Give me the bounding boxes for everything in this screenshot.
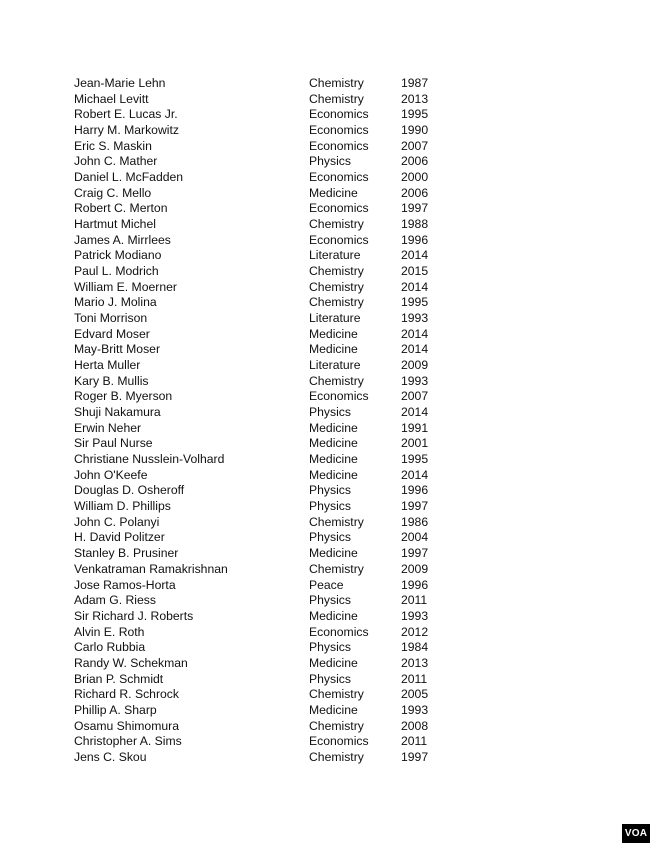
laureate-field: Medicine (309, 655, 358, 670)
laureate-name: Venkatraman Ramakrishnan (74, 561, 228, 576)
laureate-field: Economics (309, 232, 369, 247)
laureate-year: 1995 (401, 452, 429, 467)
laureate-field: Physics (309, 530, 351, 545)
laureate-row (0, 530, 650, 546)
laureate-name: Paul L. Modrich (74, 264, 159, 279)
laureate-name: Sir Paul Nurse (74, 436, 153, 451)
laureate-row (0, 170, 650, 186)
laureate-name: Jose Ramos-Horta (74, 577, 176, 592)
laureate-year: 2014 (401, 342, 429, 357)
laureate-year: 2009 (401, 358, 429, 373)
laureate-year: 2015 (401, 264, 429, 279)
laureate-year: 2000 (401, 170, 429, 185)
laureate-year: 1993 (401, 311, 429, 326)
laureate-field: Medicine (309, 436, 358, 451)
laureate-name: Edvard Moser (74, 326, 150, 341)
laureate-year: 1986 (401, 514, 429, 529)
laureate-row (0, 327, 650, 343)
laureate-year: 1993 (401, 373, 429, 388)
laureate-field: Chemistry (309, 76, 364, 90)
laureate-year: 1996 (401, 483, 429, 498)
laureate-row (0, 640, 650, 656)
laureate-year: 1997 (401, 546, 429, 561)
laureate-row (0, 593, 650, 609)
laureate-name: Hartmut Michel (74, 217, 156, 232)
laureate-row (0, 656, 650, 672)
laureate-year: 2005 (401, 687, 429, 702)
laureate-name: Alvin E. Roth (74, 624, 145, 639)
laureate-field: Chemistry (309, 91, 364, 106)
laureate-field: Chemistry (309, 373, 364, 388)
laureate-field: Literature (309, 248, 361, 263)
laureate-field: Medicine (309, 326, 358, 341)
laureate-year: 2011 (401, 671, 428, 686)
laureate-field: Chemistry (309, 295, 364, 310)
laureate-name: Phillip A. Sharp (74, 702, 157, 717)
laureate-row (0, 499, 650, 515)
laureate-name: Roger B. Myerson (74, 389, 173, 404)
laureate-field: Chemistry (309, 514, 364, 529)
laureate-row (0, 625, 650, 641)
laureate-year: 1993 (401, 608, 429, 623)
laureate-row (0, 734, 650, 750)
laureate-field: Chemistry (309, 749, 364, 764)
laureate-year: 1995 (401, 295, 429, 310)
laureate-name: Patrick Modiano (74, 248, 162, 263)
laureate-field: Physics (309, 499, 351, 514)
laureate-year: 2011 (401, 593, 428, 608)
laureate-name: Christopher A. Sims (74, 734, 182, 749)
laureate-name: Erwin Neher (74, 420, 142, 435)
laureate-name: Robert C. Merton (74, 201, 168, 216)
laureate-field: Physics (309, 593, 351, 608)
laureate-row (0, 280, 650, 296)
laureate-field: Chemistry (309, 264, 364, 279)
laureate-row (0, 248, 650, 264)
laureate-list (0, 76, 650, 766)
laureate-name: Stanley B. Prusiner (74, 546, 179, 561)
laureate-row (0, 609, 650, 625)
laureate-field: Medicine (309, 467, 358, 482)
laureate-year: 2011 (401, 734, 428, 749)
laureate-field: Economics (309, 123, 369, 138)
laureate-row (0, 672, 650, 688)
laureate-row (0, 436, 650, 452)
laureate-row (0, 750, 650, 766)
laureate-name: H. David Politzer (74, 530, 165, 545)
laureate-row (0, 107, 650, 123)
laureate-name: Harry M. Markowitz (74, 123, 179, 138)
laureate-year: 1997 (401, 749, 429, 764)
laureate-year: 2012 (401, 624, 429, 639)
laureate-name: Carlo Rubbia (74, 640, 146, 655)
laureate-year: 2006 (401, 185, 429, 200)
laureate-row (0, 374, 650, 390)
laureate-row (0, 92, 650, 108)
laureate-field: Medicine (309, 185, 358, 200)
laureate-year: 1984 (401, 640, 429, 655)
laureate-field: Chemistry (309, 687, 364, 702)
laureate-name: May-Britt Moser (74, 342, 160, 357)
laureate-year: 2006 (401, 154, 429, 169)
laureate-field: Chemistry (309, 279, 364, 294)
laureate-year: 1987 (401, 76, 429, 90)
laureate-field: Physics (309, 483, 351, 498)
laureate-row (0, 76, 650, 92)
laureate-name: William E. Moerner (74, 279, 177, 294)
laureate-year: 2014 (401, 326, 429, 341)
laureate-year: 1993 (401, 702, 429, 717)
laureate-row (0, 201, 650, 217)
laureate-name: John C. Polanyi (74, 514, 160, 529)
laureate-field: Medicine (309, 452, 358, 467)
laureate-field: Economics (309, 138, 369, 153)
laureate-row (0, 389, 650, 405)
laureate-year: 2014 (401, 248, 429, 263)
laureate-row (0, 123, 650, 139)
laureate-row (0, 342, 650, 358)
laureate-field: Medicine (309, 702, 358, 717)
laureate-year: 2013 (401, 655, 429, 670)
laureate-name: Craig C. Mello (74, 185, 152, 200)
laureate-name: Toni Morrison (74, 311, 148, 326)
laureate-field: Economics (309, 734, 369, 749)
laureate-year: 2007 (401, 138, 429, 153)
laureate-row (0, 154, 650, 170)
laureate-row (0, 719, 650, 735)
laureate-field: Economics (309, 170, 369, 185)
laureate-year: 1991 (401, 420, 429, 435)
laureate-row (0, 186, 650, 202)
laureate-row (0, 264, 650, 280)
laureate-year: 1996 (401, 232, 429, 247)
laureate-year: 1996 (401, 577, 429, 592)
laureate-field: Economics (309, 624, 369, 639)
laureate-row (0, 139, 650, 155)
laureate-row (0, 421, 650, 437)
laureate-row (0, 295, 650, 311)
laureate-name: Christiane Nusslein-Volhard (74, 452, 225, 467)
laureate-field: Literature (309, 311, 361, 326)
laureate-row (0, 233, 650, 249)
laureate-name: Sir Richard J. Roberts (74, 608, 194, 623)
laureate-name: Adam G. Riess (74, 593, 156, 608)
laureate-name: Jean-Marie Lehn (74, 76, 166, 90)
laureate-field: Literature (309, 358, 361, 373)
laureate-field: Economics (309, 201, 369, 216)
laureate-name: Randy W. Schekman (74, 655, 188, 670)
laureate-year: 2004 (401, 530, 429, 545)
laureate-field: Economics (309, 107, 369, 122)
laureate-year: 2014 (401, 279, 429, 294)
laureate-year: 1995 (401, 107, 429, 122)
laureate-name: Douglas D. Osheroff (74, 483, 185, 498)
laureate-row (0, 562, 650, 578)
laureate-year: 2013 (401, 91, 429, 106)
laureate-name: Herta Muller (74, 358, 141, 373)
laureate-row (0, 578, 650, 594)
laureate-name: Daniel L. McFadden (74, 170, 184, 185)
laureate-field: Medicine (309, 420, 358, 435)
laureate-field: Medicine (309, 342, 358, 357)
laureate-name: Kary B. Mullis (74, 373, 149, 388)
laureate-row (0, 358, 650, 374)
laureate-row (0, 687, 650, 703)
laureate-year: 2007 (401, 389, 429, 404)
laureate-field: Physics (309, 154, 351, 169)
laureate-field: Economics (309, 389, 369, 404)
laureate-name: Brian P. Schmidt (74, 671, 164, 686)
laureate-year: 1997 (401, 201, 429, 216)
laureate-name: Mario J. Molina (74, 295, 157, 310)
laureate-field: Physics (309, 405, 351, 420)
laureate-row (0, 483, 650, 499)
laureate-row (0, 468, 650, 484)
laureate-year: 2001 (401, 436, 429, 451)
laureate-name: Robert E. Lucas Jr. (74, 107, 178, 122)
laureate-name: Osamu Shimomura (74, 718, 179, 733)
laureate-row (0, 515, 650, 531)
laureate-field: Medicine (309, 546, 358, 561)
laureate-year: 1990 (401, 123, 429, 138)
laureate-year: 1997 (401, 499, 429, 514)
laureate-row (0, 703, 650, 719)
laureate-row (0, 452, 650, 468)
laureate-name: Michael Levitt (74, 91, 149, 106)
laureate-field: Chemistry (309, 561, 364, 576)
laureate-name: Richard R. Schrock (74, 687, 179, 702)
laureate-row (0, 311, 650, 327)
laureate-year: 2014 (401, 405, 429, 420)
laureate-name: Shuji Nakamura (74, 405, 161, 420)
laureate-year: 2009 (401, 561, 429, 576)
laureate-name: Eric S. Maskin (74, 138, 152, 153)
laureate-name: John C. Mather (74, 154, 158, 169)
laureate-name: William D. Phillips (74, 499, 171, 514)
laureate-field: Chemistry (309, 217, 364, 232)
laureate-year: 2008 (401, 718, 429, 733)
laureate-name: Jens C. Skou (74, 749, 147, 764)
laureate-row (0, 546, 650, 562)
laureate-name: James A. Mirrlees (74, 232, 171, 247)
laureate-row (0, 217, 650, 233)
laureate-field: Chemistry (309, 718, 364, 733)
laureate-row (0, 405, 650, 421)
laureate-name: John O'Keefe (74, 467, 148, 482)
laureate-field: Physics (309, 640, 351, 655)
laureate-year: 2014 (401, 467, 429, 482)
voa-logo: VOA (622, 824, 650, 843)
laureate-field: Medicine (309, 608, 358, 623)
laureate-field: Peace (309, 577, 344, 592)
laureate-field: Physics (309, 671, 351, 686)
laureate-year: 1988 (401, 217, 429, 232)
